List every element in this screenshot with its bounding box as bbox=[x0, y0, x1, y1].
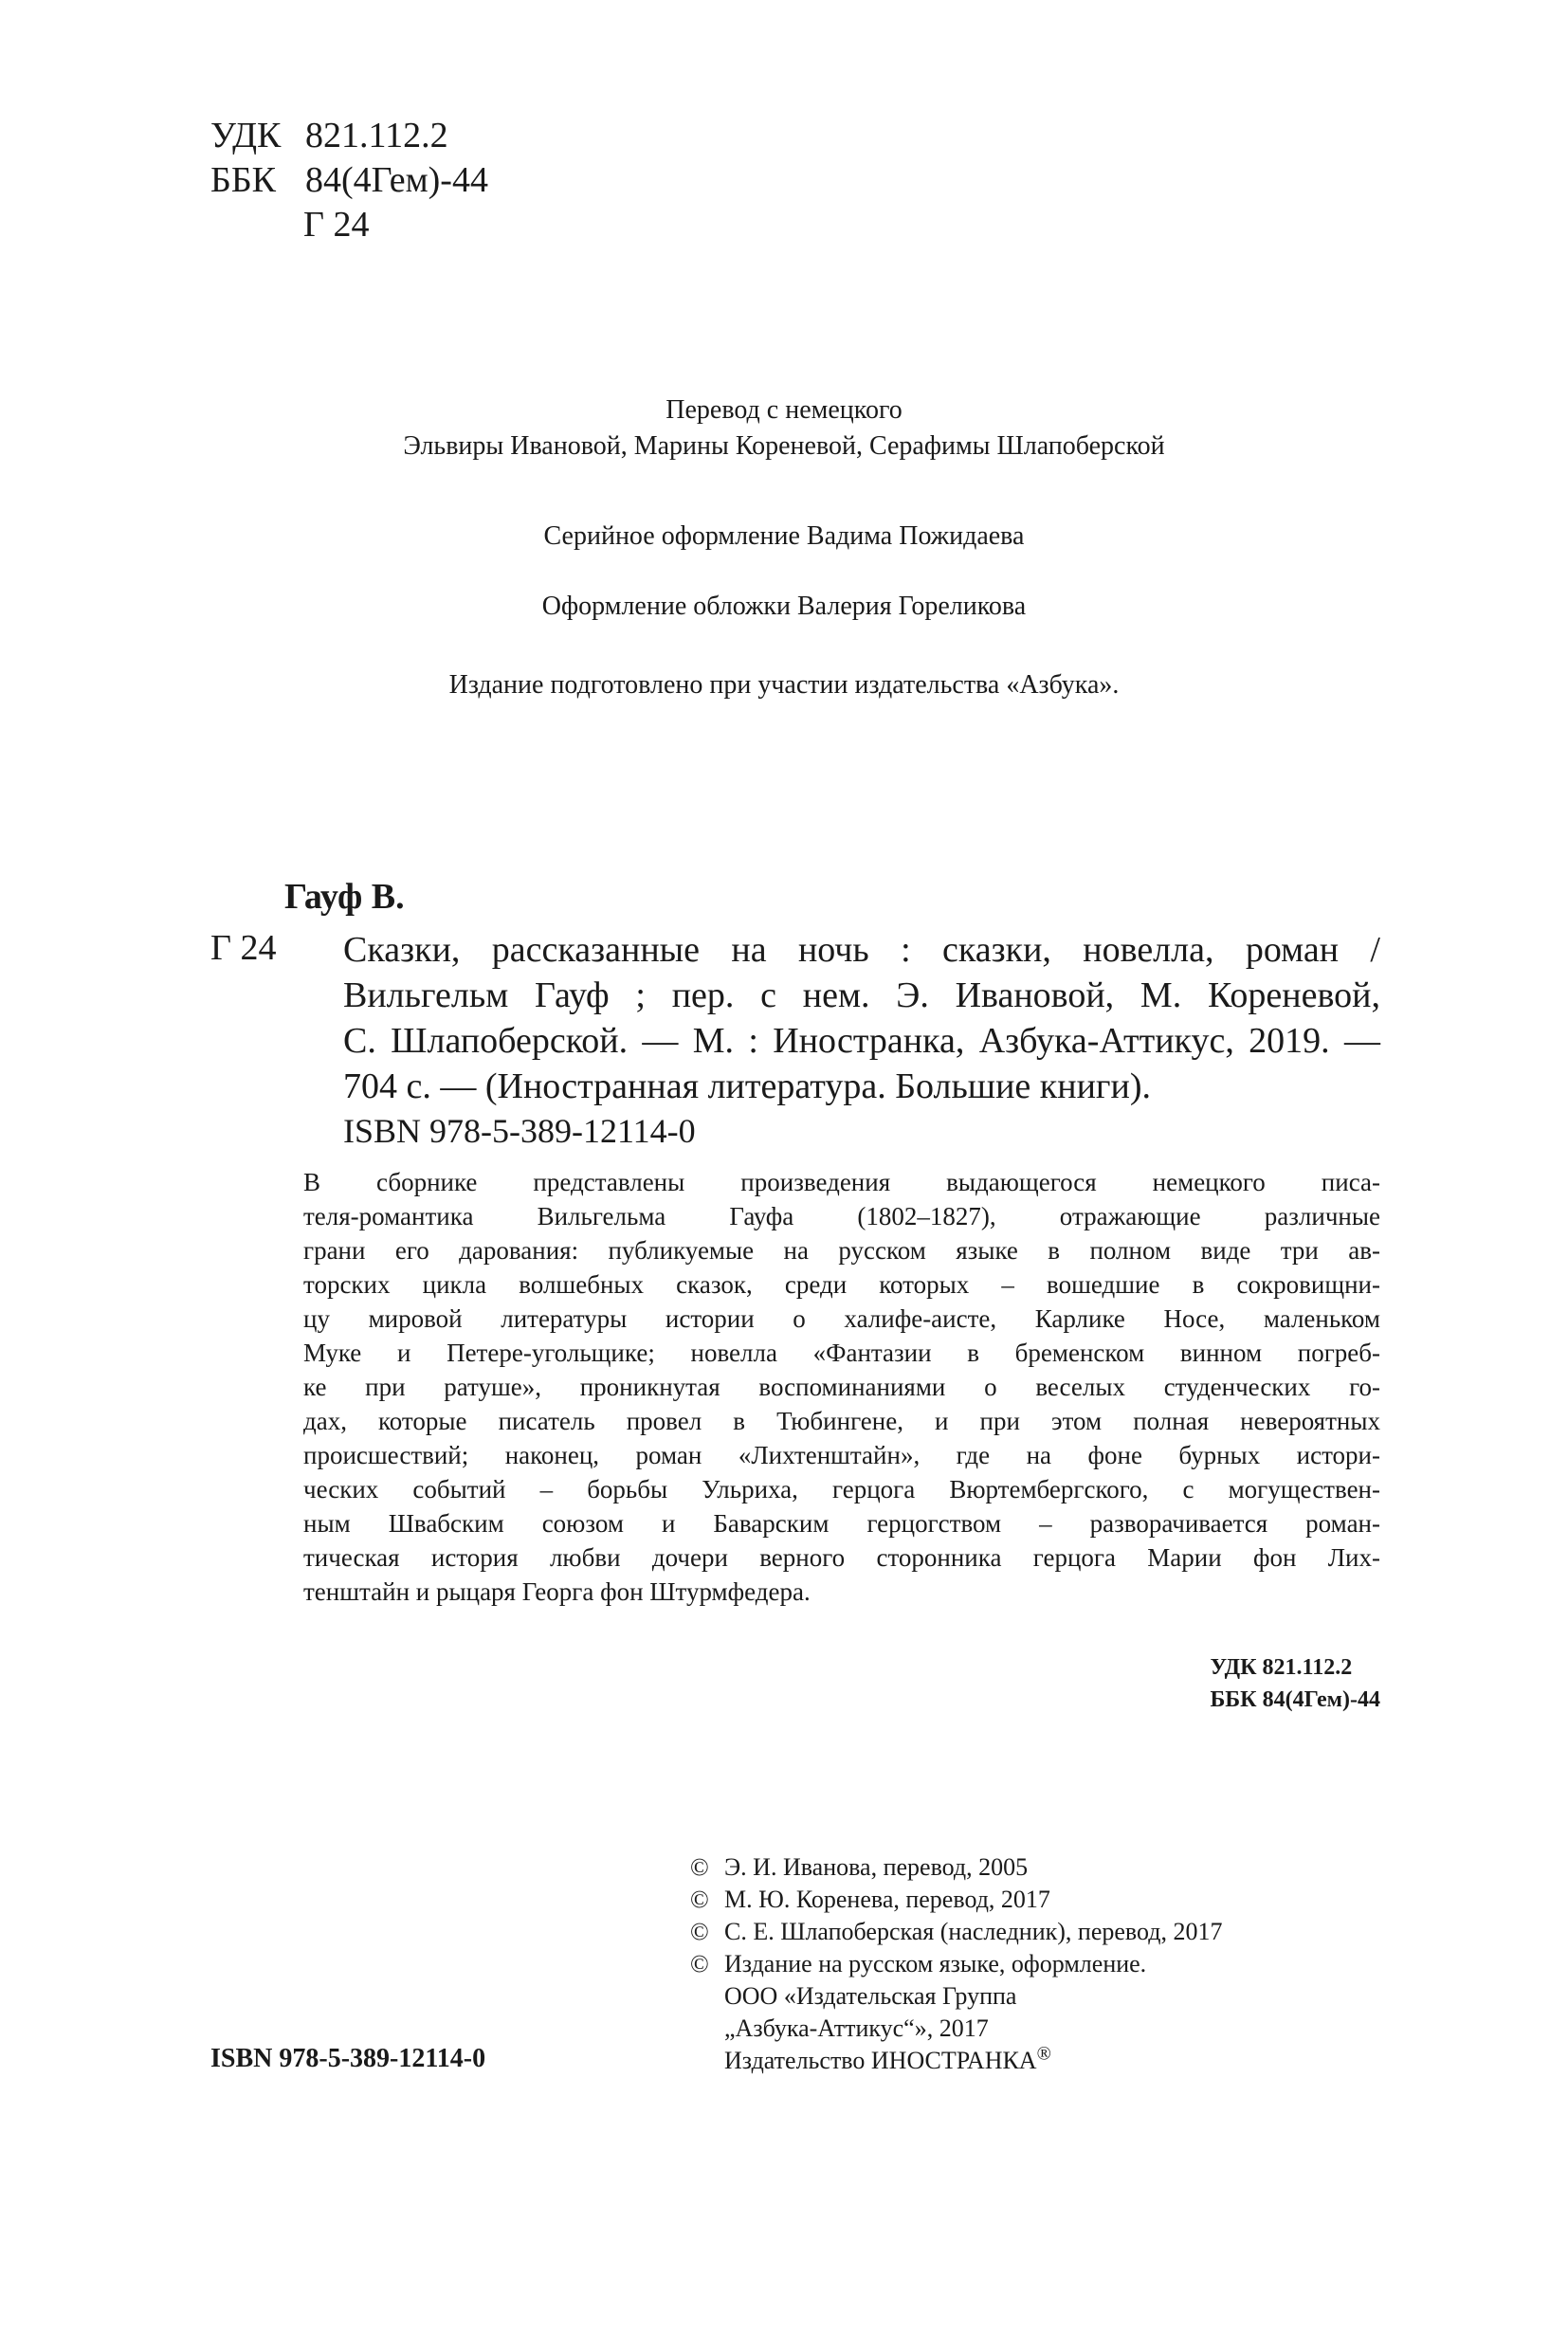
imprint-line bbox=[690, 2045, 1222, 2077]
translation-credit bbox=[0, 392, 1568, 465]
series-design-credit: Серийное оформление Вадима Пожидаева bbox=[543, 521, 1025, 551]
bbk-value: 84(4Гем)-44 bbox=[305, 160, 488, 200]
annotation-codes bbox=[1210, 1651, 1380, 1716]
isbn-bottom: ISBN 978-5-389-12114-0 bbox=[210, 2044, 486, 2073]
bib-author-mark: Г 24 bbox=[210, 928, 277, 968]
imprint-name: Издательство ИНОСТРАНКА bbox=[724, 2047, 1037, 2074]
annotation bbox=[303, 1165, 1380, 1609]
bib-line: С. Шлапоберской. — М. : Иностранка, Азбука-Аттикус, 2019. — bbox=[343, 1021, 1380, 1061]
copyright-block bbox=[690, 1851, 1222, 2077]
annotation-line: торских цикла волшебных сказок, среди которых – вошедшие в сокровищни- bbox=[303, 1270, 1380, 1299]
bib-line: 704 с. — (Иностранная литература. Большие книги). bbox=[343, 1066, 1151, 1106]
copyright-entry: © С. Е. Шлапоберская (наследник), перевод, 2017 bbox=[690, 1916, 1222, 1948]
annotation-line: тическая история любви дочери верного сторонника герцога Марии фон Лих- bbox=[303, 1543, 1380, 1572]
annotation-line: ным Швабским союзом и Баварским герцогством – разворачивается роман- bbox=[303, 1509, 1380, 1538]
copyright-symbol: © bbox=[690, 1886, 709, 1913]
bib-line: Сказки, рассказанные на ночь : сказки, новелла, роман / bbox=[343, 930, 1380, 970]
translation-line-2: Эльвиры Ивановой, Марины Кореневой, Серафимы Шлапоберской bbox=[403, 431, 1165, 461]
translation-line-1: Перевод с немецкого bbox=[665, 395, 903, 425]
cover-design-credit: Оформление обложки Валерия Гореликова bbox=[541, 592, 1027, 621]
copyright-entry: © Э. И. Иванова, перевод, 2005 bbox=[690, 1851, 1222, 1884]
bib-line: Вильгельм Гауф ; пер. с нем. Э. Ивановой, М. Кореневой, bbox=[343, 975, 1380, 1015]
annotation-line: В сборнике представлены произведения выдающегося немецкого писа- bbox=[303, 1168, 1380, 1196]
copyright-entry: © Издание на русском языке, оформление. bbox=[690, 1948, 1222, 1980]
registered-mark: ® bbox=[1036, 2043, 1051, 2065]
bib-isbn: ISBN 978-5-389-12114-0 bbox=[343, 1112, 696, 1150]
copyright-symbol: © bbox=[690, 1853, 709, 1881]
copyright-entry: © М. Ю. Коренева, перевод, 2017 bbox=[690, 1884, 1222, 1916]
annotation-line: ке при ратуше», проникнутая воспоминаниями о веселых студенческих го- bbox=[303, 1373, 1380, 1401]
annotation-line: теля-романтика Вильгельма Гауфа (1802–1827), отражающие различные bbox=[303, 1202, 1380, 1230]
bbk-row bbox=[210, 158, 488, 203]
annotation-line: цу мировой литературы истории о халифе-аисте, Карлике Носе, маленьком bbox=[303, 1304, 1380, 1333]
udk-label: УДК bbox=[210, 116, 282, 155]
publisher-line: ООО «Издательская Группа bbox=[724, 1982, 1017, 2010]
udk-row bbox=[210, 114, 488, 158]
bib-description bbox=[343, 927, 1380, 1109]
annotation-line: тенштайн и рыцаря Георга фон Штурмфедера. bbox=[303, 1577, 811, 1606]
classification-block bbox=[210, 114, 488, 247]
author-mark: Г 24 bbox=[303, 205, 370, 245]
bib-author: Гауф В. bbox=[284, 877, 405, 917]
udk-value: 821.112.2 bbox=[305, 116, 448, 155]
annotation-line: грани его дарования: публикуемые на русском языке в полном виде три ав- bbox=[303, 1236, 1380, 1265]
annotation-udk: УДК 821.112.2 bbox=[1210, 1655, 1353, 1680]
bbk-label: ББК bbox=[210, 160, 276, 200]
copyright-symbol: © bbox=[690, 1950, 709, 1977]
prepared-with-note: Издание подготовлено при участии издательства «Азбука». bbox=[448, 670, 1120, 700]
annotation-line: дах, которые писатель провел в Тюбингене, и при этом полная невероятных bbox=[303, 1407, 1380, 1435]
annotation-line: ческих событий – борьбы Ульриха, герцога Вюртембергского, с могуществен- bbox=[303, 1475, 1380, 1504]
copyright-symbol: © bbox=[690, 1918, 709, 1945]
publisher-line: „Азбука-Аттикус“», 2017 bbox=[724, 2014, 989, 2042]
annotation-line: Муке и Петере-угольщике; новелла «Фантазии в бременском винном погреб- bbox=[303, 1339, 1380, 1367]
annotation-bbk: ББК 84(4Гем)-44 bbox=[1210, 1687, 1380, 1712]
annotation-line: происшествий; наконец, роман «Лихтенштайн», где на фоне бурных истори- bbox=[303, 1441, 1380, 1469]
